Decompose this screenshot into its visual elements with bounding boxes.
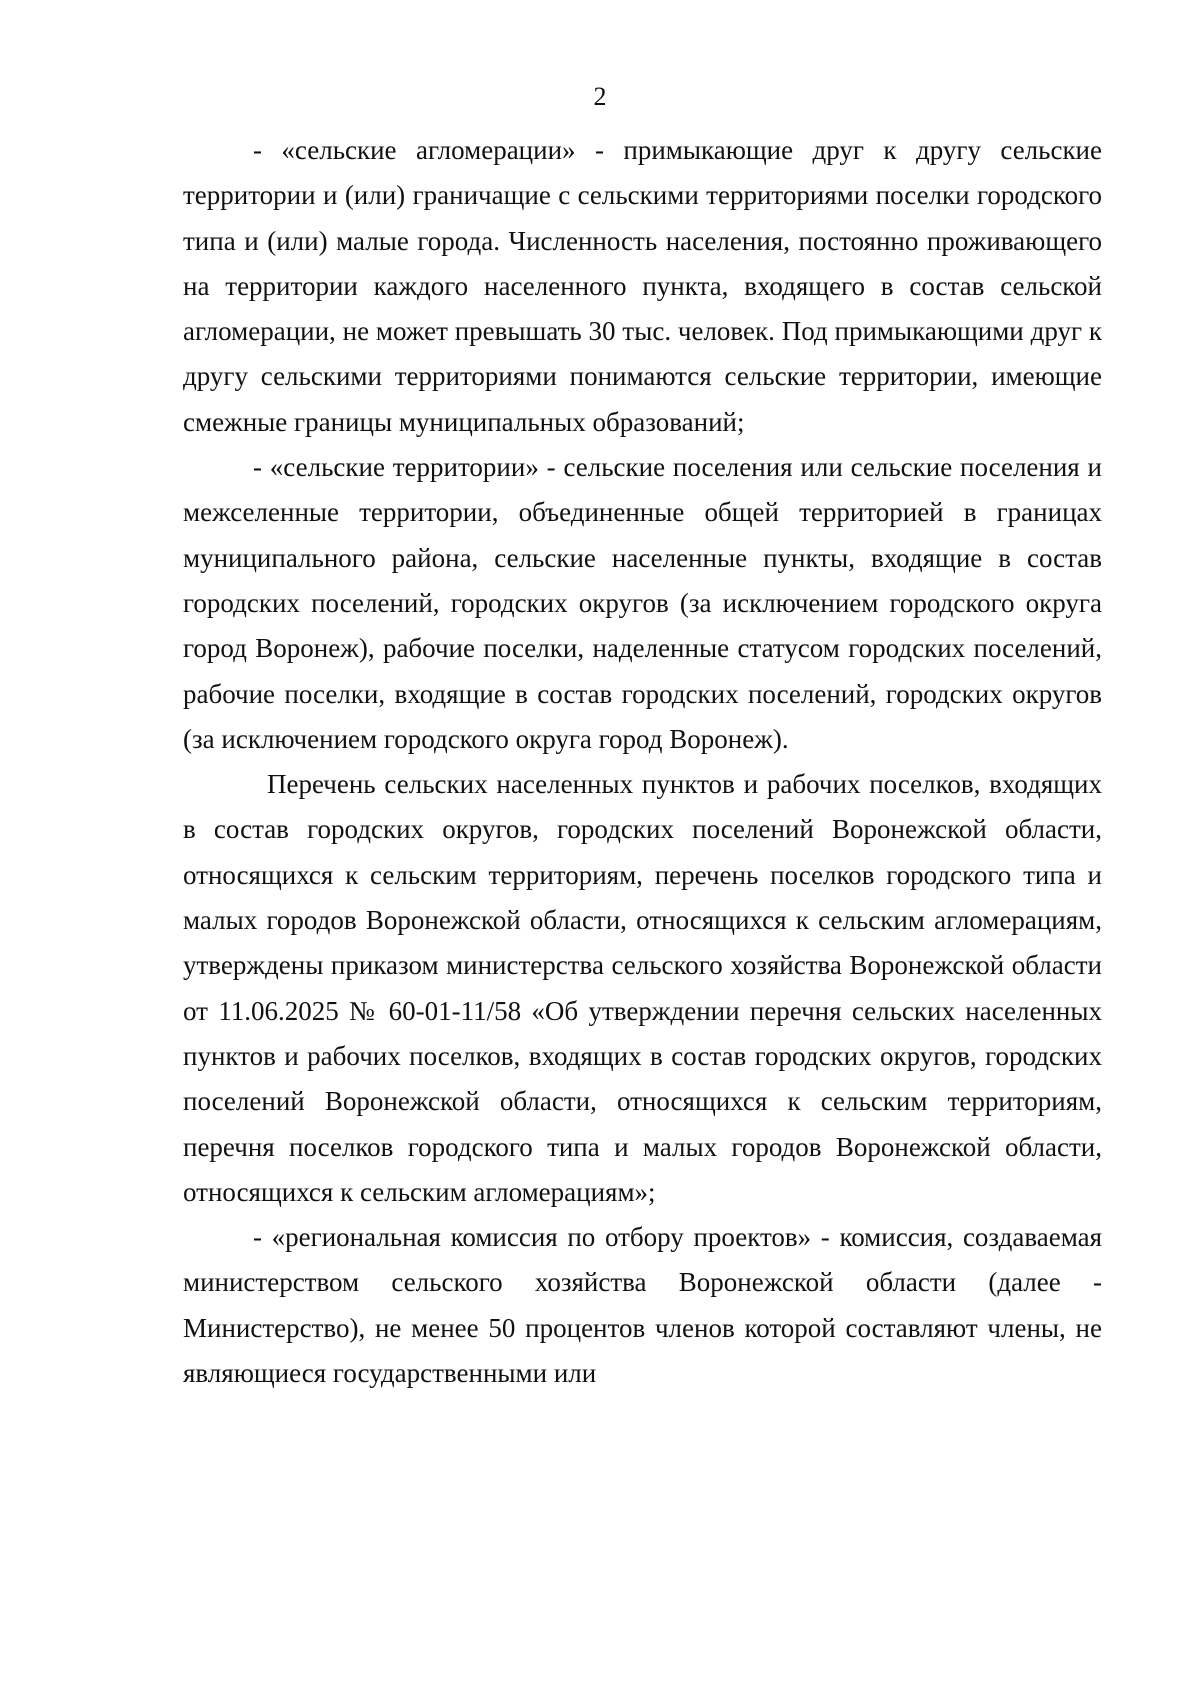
definition-rural-territories: - «сельские территории» - сельские поселения или сельские поселения и межселенные территории, объединенные общей территорией в границах муниципального района, сельские населенные пункты, входящие в состав городских поселений, городских округов (за исключением городского округа город Воронеж), рабочие поселки, наделенные статусом городских поселений, рабочие поселки, входящие в состав городских поселений, городских округов (за исключением городского округа город Воронеж). xyxy=(183,452,1102,754)
definition-rural-agglomerations: - «сельские агломерации» - примыкающие друг к другу сельские территории и (или) граничащие с сельскими территориями поселки городского типа и (или) малые города. Численность населения, постоянно проживающего на территории каждого населенного пункта, входящего в состав сельской агломерации, не может превышать 30 тыс. человек. Под примыкающими друг к другу сельскими территориями понимаются сельские территории, имеющие смежные границы муниципальных образований; xyxy=(183,135,1102,437)
page-number: 2 xyxy=(593,82,607,111)
definition-regional-commission: - «региональная комиссия по отбору проектов» - комиссия, создаваемая министерством сельского хозяйства Воронежской области (далее - Министерство), не менее 50 процентов членов которой составляют члены, не являющиеся государственными или xyxy=(183,1222,1102,1389)
document-body xyxy=(183,128,1102,1396)
list-approval-paragraph: Перечень сельских населенных пунктов и рабочих поселков, входящих в состав городских округов, городских поселений Воронежской области, относящихся к сельским территориям, перечень поселков городского типа и малых городов Воронежской области, относящихся к сельским агломерациям, утверждены приказом министерства сельского хозяйства Воронежской области от 11.06.2025 № 60-01-11/58 «Об утверждении перечня сельских населенных пунктов и рабочих поселков, входящих в состав городских округов, городских поселений Воронежской области, относящихся к сельским территориям, перечня поселков городского типа и малых городов Воронежской области, относящихся к сельским агломерациям»; xyxy=(183,769,1102,1207)
